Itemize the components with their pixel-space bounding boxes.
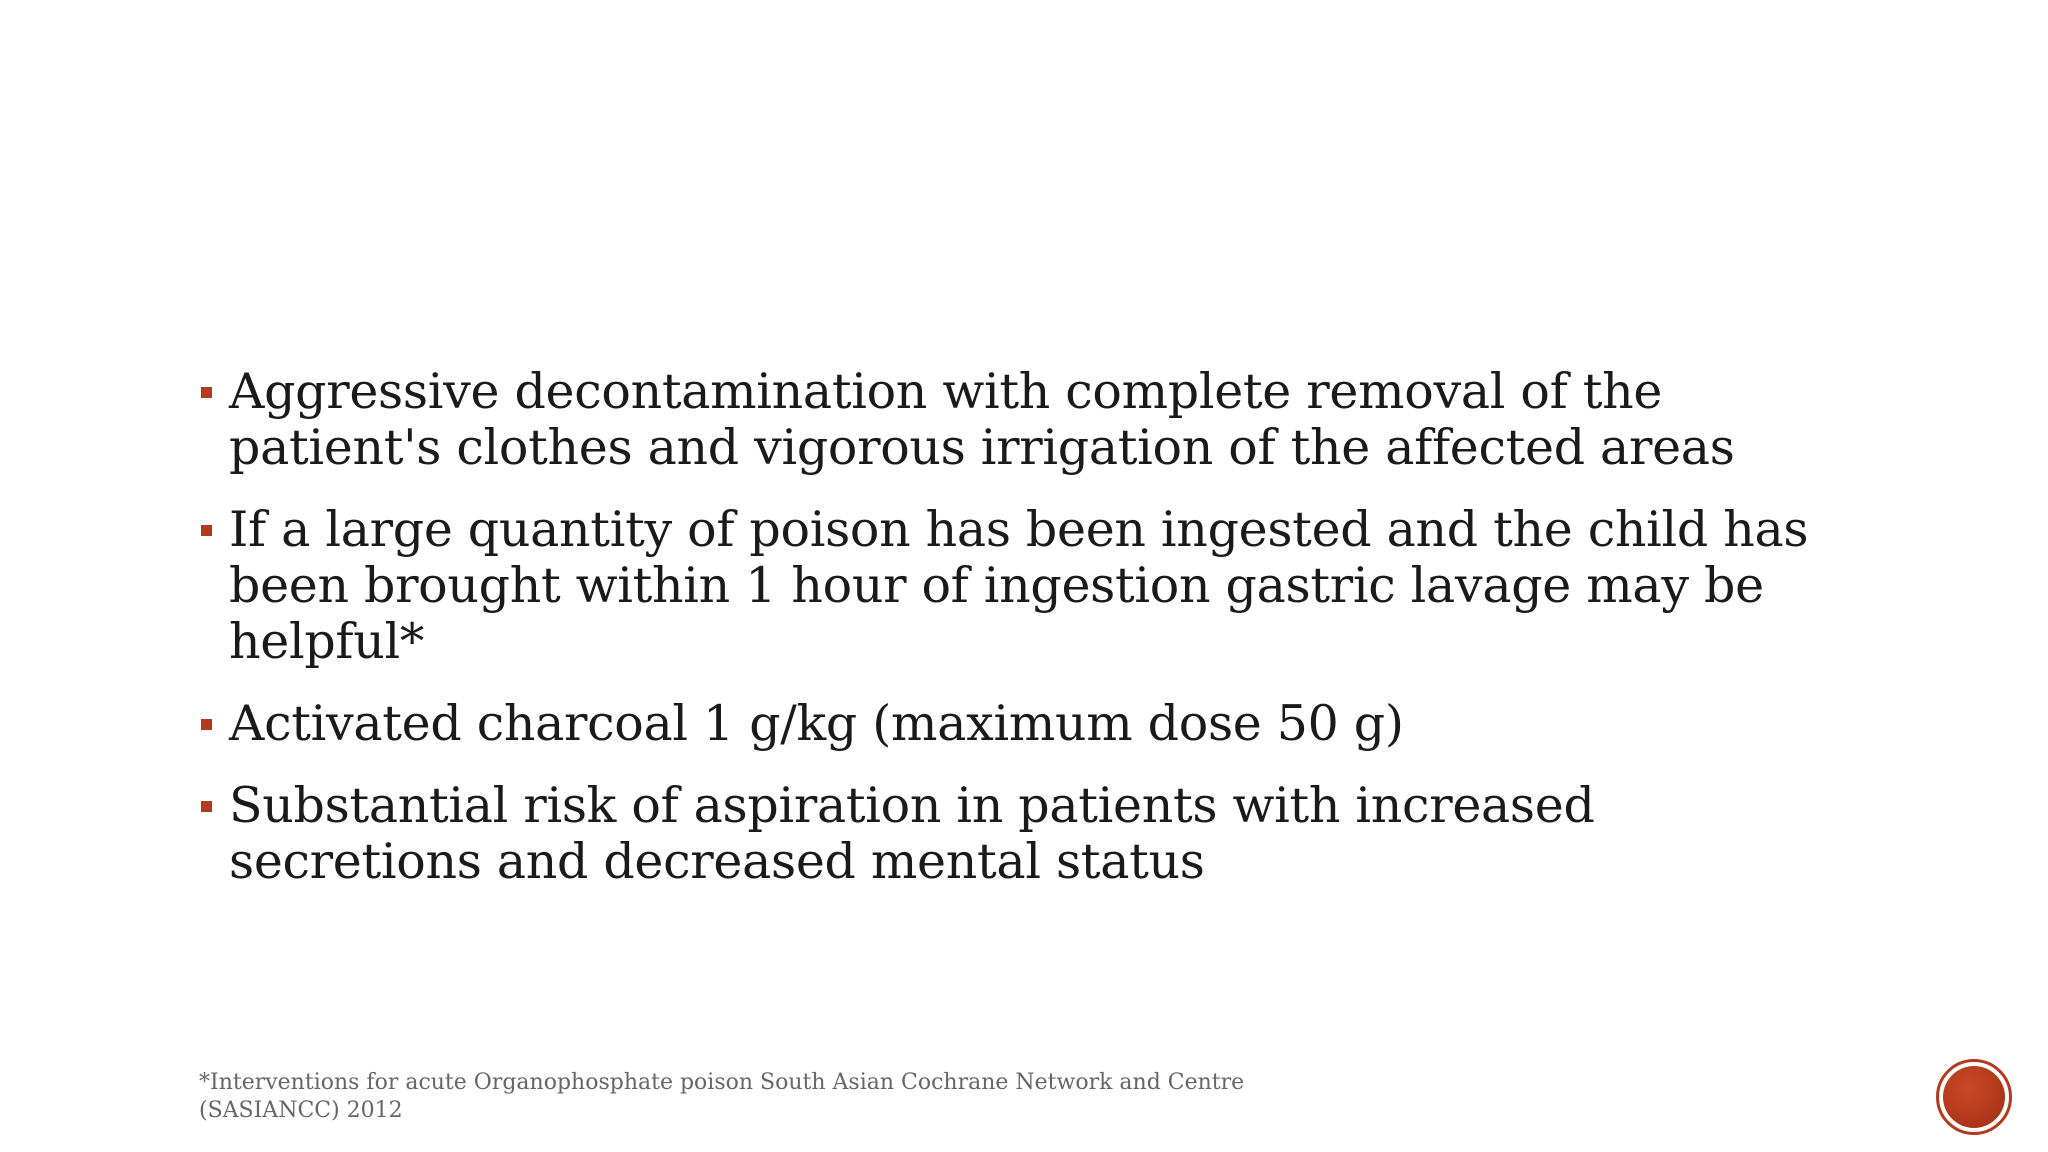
footnote: *Interventions for acute Organophosphate poison South Asian Cochrane Network and Centre (SASIANCC) 2012 <box>199 1070 1245 1123</box>
bullet-text: Substantial risk of aspiration in patients with increased secretions and decreased mental status <box>229 777 1595 890</box>
logo-badge-inner <box>1943 1066 2005 1128</box>
bullet-square-icon <box>201 387 212 398</box>
bullet-item-gastric-lavage <box>198 502 1858 670</box>
bullet-item-decontamination <box>198 364 1858 476</box>
bullet-item-aspiration-risk <box>198 778 1858 890</box>
bullet-item-activated-charcoal <box>198 696 1858 752</box>
bullet-text: Aggressive decontamination with complete removal of the patient's clothes and vigorous irrigation of the affected areas <box>229 363 1735 476</box>
bullet-list <box>198 364 1858 916</box>
bullet-square-icon <box>201 525 212 536</box>
bullet-text: If a large quantity of poison has been ingested and the child has been brought within 1 hour of ingestion gastric lavage may be helpful* <box>229 501 1809 670</box>
logo-badge-icon <box>1936 1059 2012 1135</box>
bullet-square-icon <box>201 719 212 730</box>
bullet-text: Activated charcoal 1 g/kg (maximum dose 50 g) <box>229 695 1404 752</box>
bullet-square-icon <box>201 801 212 812</box>
